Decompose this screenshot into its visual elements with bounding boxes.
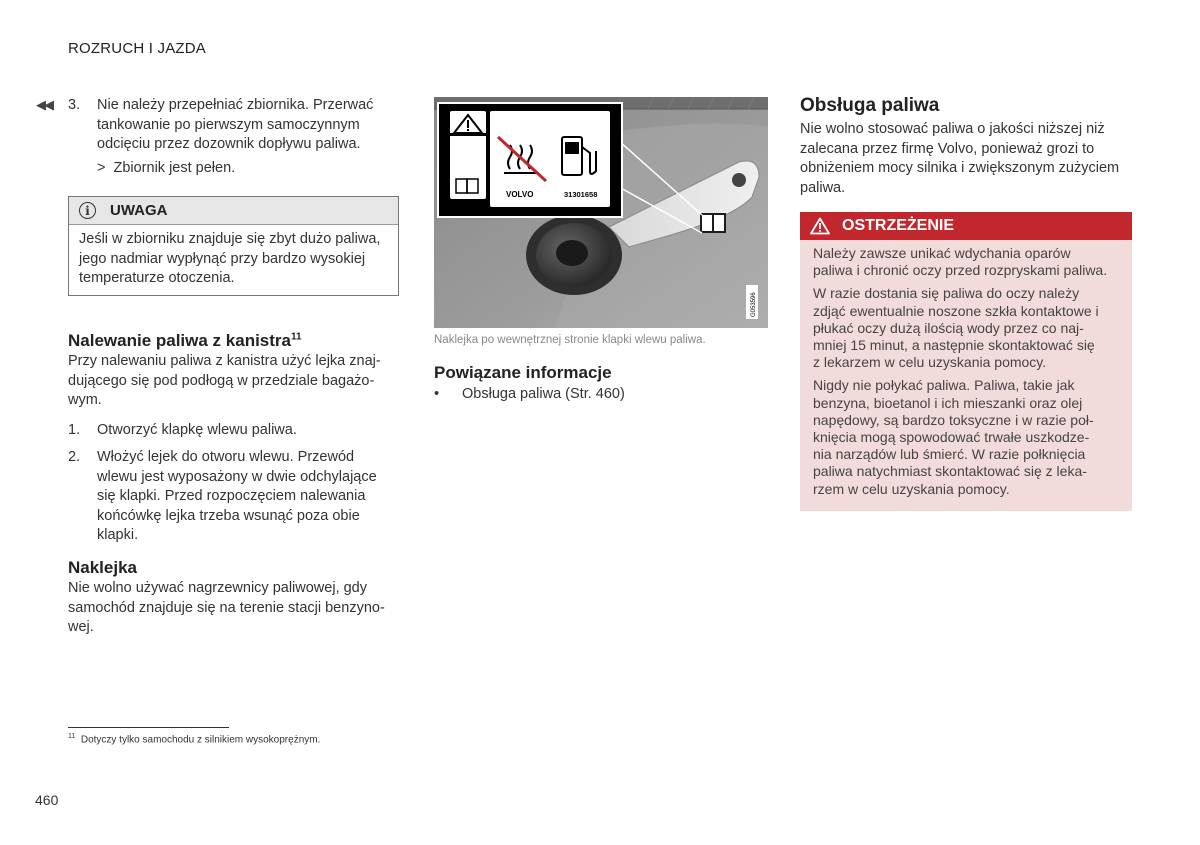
- warning-header: [800, 212, 1132, 240]
- section-title-naklejka: Naklejka: [68, 558, 137, 577]
- footnote-text: Dotyczy tylko samochodu z silnikiem wysokoprężnym.: [80, 734, 321, 746]
- note-line: temperaturze otoczenia.: [79, 270, 235, 286]
- naklejka-line: wej.: [68, 619, 94, 635]
- list-line: wlewu jest wyposażony w dwie odchylające: [97, 468, 377, 485]
- warning-line: nia narządów lub śmierć. W razie połknięcia: [813, 446, 1086, 463]
- warning-line: rzem w celu uzyskania pomocy.: [813, 480, 1010, 497]
- list-line: Włożyć lejek do otworu wlewu. Przewód: [97, 449, 355, 465]
- obsluga-line: Nie wolno stosować paliwa o jakości niższej niż: [800, 121, 1105, 137]
- list-line: końcówkę lejka trzeba wsunąć poza obie: [97, 507, 360, 524]
- sticker-code: 31301658: [564, 190, 598, 199]
- obsluga-line: obniżeniem mocy silnika i zwiększonym zużyciem: [800, 160, 1120, 176]
- warning-paragraph: [813, 377, 1118, 497]
- kanister-paragraph: [68, 352, 398, 411]
- warning-line: napędowy, są bardzo toksyczne i w razie poł-: [813, 411, 1094, 428]
- list-line: Otworzyć klapkę wlewu paliwa.: [97, 422, 297, 438]
- step-3-number: 3.: [68, 97, 81, 113]
- warning-triangle-icon: [810, 217, 830, 235]
- image-caption: Naklejka po wewnętrznej stronie klapki wlewu paliwa.: [434, 334, 706, 346]
- obsluga-paragraph: [800, 120, 1130, 198]
- warning-line: płukać oczy dużą ilością wody przez co naj-: [813, 319, 1084, 336]
- warning-line: paliwa natychmiast skontaktować się z leka-: [813, 463, 1087, 480]
- step-result: [97, 159, 235, 179]
- section-title-obsluga: Obsługa paliwa: [800, 95, 940, 116]
- warning-line: mniej 15 minut, a następnie skontaktować się: [813, 337, 1095, 354]
- section-title-kanister: [68, 331, 302, 351]
- footnote-ref[interactable]: 11: [290, 331, 302, 343]
- warning-line: Należy zawsze unikać wdychania oparów: [813, 245, 1071, 261]
- page-number: 460: [35, 792, 59, 808]
- warning-line: zdjąć ewentualnie noszone szkła kontaktowe i: [813, 302, 1099, 319]
- obsluga-line: zalecana przez firmę Volvo, ponieważ grozi to: [800, 140, 1095, 157]
- bullet-icon: •: [434, 386, 440, 402]
- note-box: [68, 196, 399, 296]
- info-icon: i: [79, 202, 96, 219]
- note-title: UWAGA: [110, 202, 168, 219]
- naklejka-line: samochód znajduje się na terenie stacji benzyno-: [68, 599, 385, 616]
- warning-paragraph: [813, 285, 1118, 371]
- warning-line: benzyna, bioetanol i ich mieszanki oraz olej: [813, 394, 1083, 411]
- warning-paragraph: [813, 245, 1118, 279]
- footnote-number: 11: [68, 733, 76, 740]
- step-3-line: Nie należy przepełniać zbiornika. Przerwać: [97, 97, 374, 113]
- warning-line: paliwa i chronić oczy przed rozpryskami paliwa.: [813, 262, 1108, 279]
- result-text: Zbiornik jest pełen.: [113, 160, 236, 176]
- warning-body: [800, 240, 1132, 498]
- warning-line: W razie dostania się paliwa do oczy należy: [813, 285, 1080, 302]
- list-item: [68, 448, 398, 546]
- warning-line: knięcia mogą spowodować trwałe uszkodze-: [813, 429, 1090, 446]
- note-header: [69, 197, 398, 225]
- image-code: G053596: [751, 292, 757, 317]
- kanister-line: Przy nalewaniu paliwa z kanistra użyć lejka znaj-: [68, 353, 381, 369]
- step-3: [68, 96, 398, 155]
- step-3-line: tankowanie po pierwszym samoczynnym: [97, 116, 360, 133]
- page-header: ROZRUCH I JAZDA: [68, 40, 206, 57]
- naklejka-line: Nie wolno używać nagrzewnicy paliwowej, gdy: [68, 580, 367, 596]
- note-line: Jeśli w zbiorniku znajduje się zbyt dużo paliwa,: [79, 231, 381, 247]
- footnote-divider: [68, 727, 229, 728]
- note-line: jego nadmiar wypłynąć przy bardzo wysokiej: [79, 250, 366, 267]
- result-arrow: >: [97, 160, 106, 176]
- note-body: [69, 225, 398, 289]
- sticker-brand: VOLVO: [506, 190, 534, 199]
- kanister-title: Nalewanie paliwa z kanistra: [68, 331, 291, 350]
- list-line: klapki.: [97, 527, 139, 543]
- footnote: [68, 733, 320, 745]
- naklejka-paragraph: [68, 579, 398, 638]
- list-item: [68, 421, 398, 441]
- related-link-text[interactable]: Obsługa paliwa (Str. 460): [462, 386, 625, 402]
- kanister-line: wym.: [68, 392, 102, 408]
- fuel-flap-sticker-image: [434, 97, 768, 328]
- list-number: 1.: [68, 422, 81, 438]
- list-line: się klapki. Przed rozpoczęciem nalewania: [97, 488, 366, 504]
- warning-box: [800, 212, 1132, 511]
- section-title-related: Powiązane informacje: [434, 363, 612, 382]
- list-number: 2.: [68, 449, 81, 465]
- warning-title: OSTRZEŻENIE: [842, 217, 955, 234]
- obsluga-line: paliwa.: [800, 179, 846, 196]
- warning-line: z lekarzem w celu uzyskania pomocy.: [813, 354, 1047, 371]
- step-3-line: odcięciu przez dozownik dopływu paliwa.: [97, 136, 361, 152]
- kanister-line: dującego się pod podłogą w przedziale bagażo-: [68, 372, 375, 389]
- back-arrows-icon[interactable]: ◀◀: [36, 97, 52, 112]
- warning-line: Nigdy nie połykać paliwa. Paliwa, takie jak: [813, 377, 1075, 394]
- related-link[interactable]: [434, 385, 625, 405]
